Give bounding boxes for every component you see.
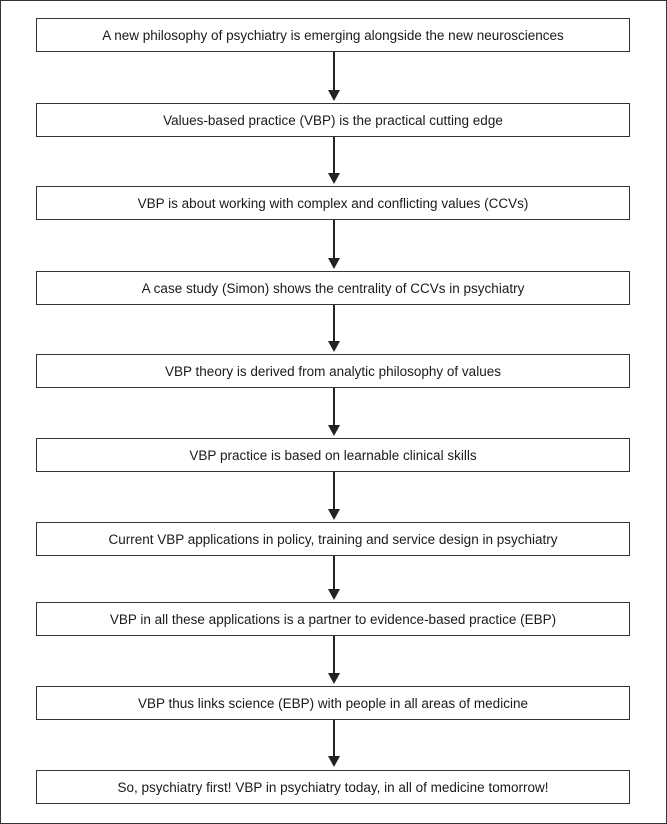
flow-step-8-text: VBP in all these applications is a partner to evidence-based practice (EBP)	[109, 611, 557, 627]
flow-step-3-text: VBP is about working with complex and conflicting values (CCVs)	[137, 195, 529, 211]
flow-step-9-text: VBP thus links science (EBP) with people in all areas of medicine	[138, 695, 528, 711]
flow-step-10	[36, 770, 630, 804]
flow-step-4	[36, 271, 630, 305]
flow-step-2-text: Values-based practice (VBP) is the practical cutting edge	[163, 112, 503, 128]
flow-step-8	[36, 602, 630, 636]
flow-step-2	[36, 103, 630, 137]
flow-step-1	[36, 18, 630, 52]
flow-step-5-text: VBP theory is derived from analytic philosophy of values	[165, 363, 501, 379]
flow-step-9	[36, 686, 630, 720]
flow-step-4-text: A case study (Simon) shows the centrality of CCVs in psychiatry	[141, 280, 525, 296]
flow-step-3	[36, 186, 630, 220]
flow-step-7	[36, 522, 630, 556]
flow-step-10-text: So, psychiatry first! VBP in psychiatry today, in all of medicine tomorrow!	[117, 779, 549, 795]
flow-step-1-text: A new philosophy of psychiatry is emerging alongside the new neurosciences	[102, 27, 564, 43]
flow-step-5	[36, 354, 630, 388]
flow-step-6-text: VBP practice is based on learnable clinical skills	[189, 447, 477, 463]
flow-step-7-text: Current VBP applications in policy, training and service design in psychiatry	[108, 531, 558, 547]
flow-step-6	[36, 438, 630, 472]
